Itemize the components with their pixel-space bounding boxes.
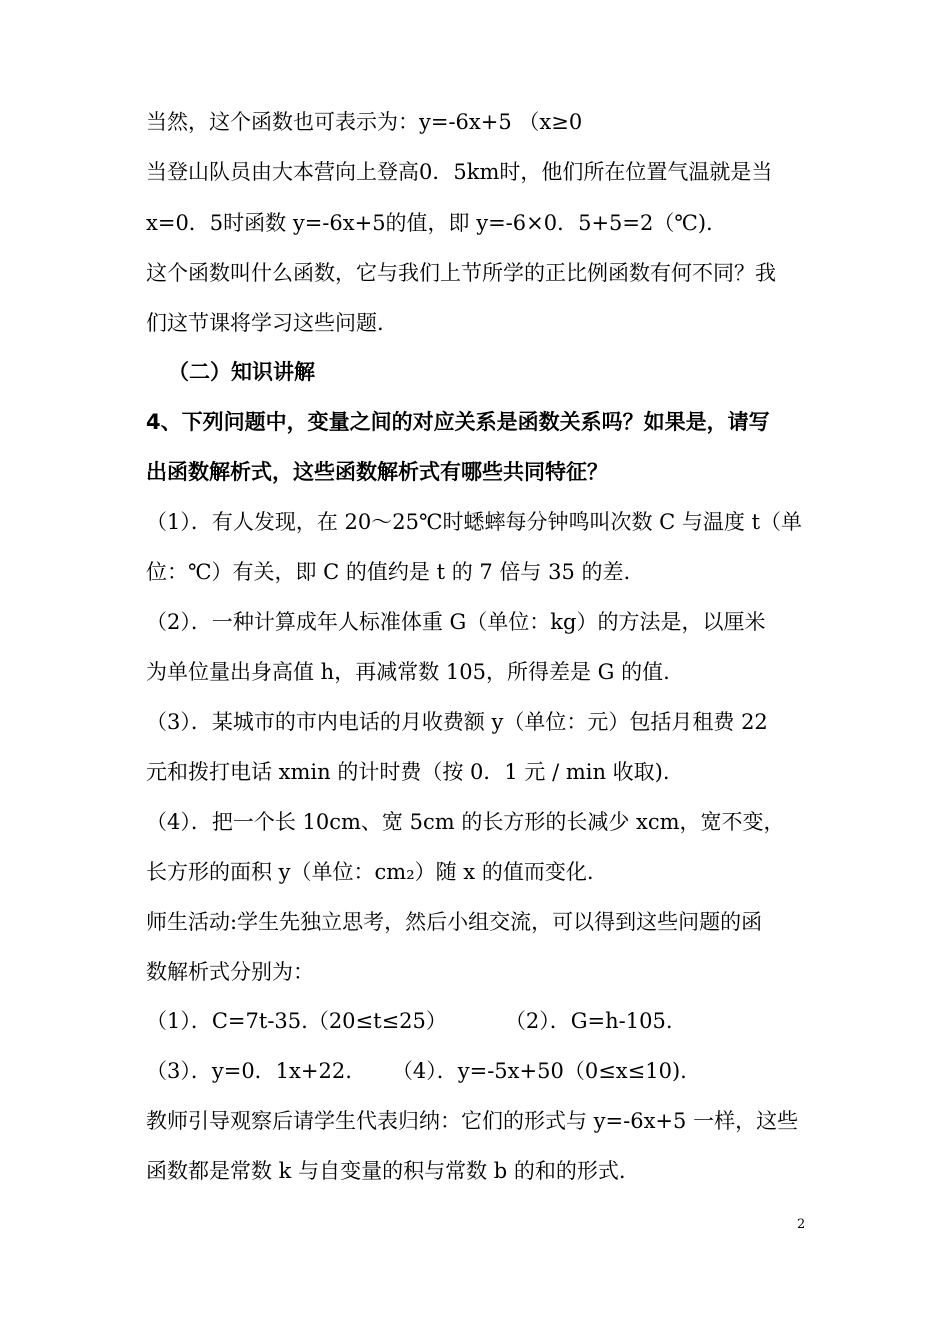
text-line: 教师引导观察后请学生代表归纳：它们的形式与 y=-6x+5 一样，这些 <box>146 1109 799 1133</box>
text-line: 长方形的面积 y（单位：cm₂）随 x 的值而变化. <box>146 860 594 884</box>
text-line: 位：℃）有关，即 C 的值约是 t 的 7 倍与 35 的差. <box>146 560 631 584</box>
text-line: 数解析式分别为： <box>146 960 314 984</box>
text-line: 元和拨打电话 xmin 的计时费（按 0．1 元 / min 收取). <box>146 760 670 784</box>
text-line: 当登山队员由大本营向上登高0．5km时，他们所在位置气温就是当 <box>146 160 773 184</box>
question-heading: 出函数解析式，这些函数解析式有哪些共同特征？ <box>146 460 608 484</box>
answers-row <box>146 1007 673 1035</box>
text-line: 为单位量出身高值 h，再减常数 105，所得差是 G 的值. <box>146 660 670 684</box>
text-line: （2）．一种计算成年人标准体重 G（单位：kg）的方法是，以厘米 <box>146 610 766 634</box>
text-line: （4）．把一个长 10cm、宽 5cm 的长方形的长减少 xcm，宽不变， <box>146 810 785 834</box>
text-line: 们这节课将学习这些问题. <box>146 311 384 335</box>
page-number: 2 <box>797 1217 806 1232</box>
text-line: x=0．5时函数 y=-6x+5的值，即 y=-6×0．5+5=2（℃). <box>146 211 713 235</box>
text-line: （1）．有人发现，在 20～25℃时蟋蟀每分钟鸣叫次数 C 与温度 t（单 <box>146 510 803 534</box>
text-line: 师生活动:学生先独立思考，然后小组交流，可以得到这些问题的函 <box>146 910 763 934</box>
question-heading: 4、下列问题中，变量之间的对应关系是函数关系吗？如果是，请写 <box>146 410 770 434</box>
text-line: 当然，这个函数也可表示为：y=-6x+5 （x≥0 <box>146 110 583 134</box>
text-line: （3）．某城市的市内电话的月收费额 y（单位：元）包括月租费 22 <box>146 710 768 734</box>
answer-2: （2）．G=h-105. <box>504 1009 673 1033</box>
answer-4: （4）．y=-5x+50（0≤x≤10). <box>391 1059 687 1083</box>
answers-row <box>146 1057 687 1085</box>
answer-3: （3）．y=0．1x+22. <box>146 1059 352 1083</box>
answer-1: （1）．C=7t-35.（20≤t≤25） <box>146 1009 447 1033</box>
text-line: 这个函数叫什么函数，它与我们上节所学的正比例函数有何不同？我 <box>146 261 776 285</box>
section-heading: （二）知识讲解 <box>168 360 315 384</box>
text-line: 函数都是常数 k 与自变量的积与常数 b 的和的形式. <box>146 1159 626 1183</box>
